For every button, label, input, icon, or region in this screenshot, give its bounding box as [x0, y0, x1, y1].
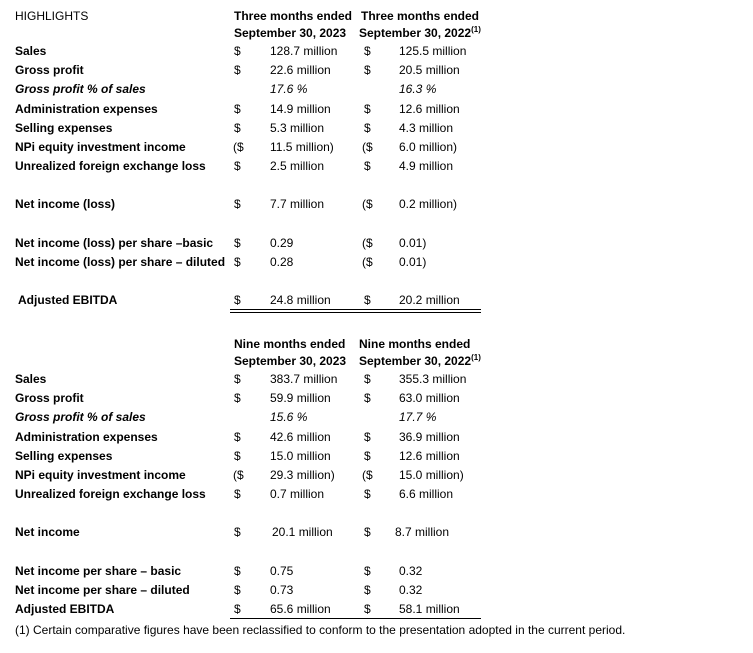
- n-selling-c2: 12.6 million: [399, 449, 460, 463]
- q-sales-c2-sym: $: [364, 44, 371, 58]
- q-npi-c2: 6.0 million): [399, 140, 458, 154]
- q-selling-c2: 4.3 million: [399, 121, 454, 135]
- n-ebitda-label: Adjusted EBITDA: [15, 602, 115, 616]
- n-selling-c1: 15.0 million: [270, 449, 331, 463]
- n-admin-c2-sym: $: [364, 430, 371, 444]
- n-net-income-c2-sym: $: [364, 525, 371, 539]
- q-ebitda-c2-sym: $: [364, 293, 371, 307]
- n-ebitda-rule: [230, 618, 481, 619]
- q-npi-c2-sym: ($: [362, 140, 373, 154]
- n-col1-header-line2: September 30, 2023: [234, 354, 347, 368]
- n-net-income-c2: 8.7 million: [395, 525, 450, 539]
- n-gross-pct-c1: 15.6 %: [270, 410, 308, 424]
- n-selling-c1-sym: $: [234, 449, 241, 463]
- q-sales-label: Sales: [15, 44, 47, 58]
- q-eps-diluted-c1: 0.28: [270, 255, 294, 269]
- n-net-income-label: Net income: [15, 525, 80, 539]
- q-fx-c1: 2.5 million: [270, 159, 325, 173]
- n-sales-label: Sales: [15, 372, 47, 386]
- q-eps-basic-c2: 0.01): [399, 236, 427, 250]
- q-gross-pct-c2: 16.3 %: [399, 82, 437, 96]
- q-selling-c2-sym: $: [364, 121, 371, 135]
- n-npi-label: NPi equity investment income: [15, 468, 186, 482]
- q-net-income-label: Net income (loss): [15, 197, 116, 211]
- q-gross-profit-c2-sym: $: [364, 63, 371, 77]
- q-col1-header-line1: Three months ended: [234, 9, 353, 23]
- n-ebitda-c1: 65.6 million: [270, 602, 331, 616]
- n-ebitda-c2-sym: $: [364, 602, 371, 616]
- q-eps-diluted-c2: 0.01): [399, 255, 427, 269]
- q-sales-c2: 125.5 million: [399, 44, 467, 58]
- q-eps-basic-c2-sym: ($: [362, 236, 373, 250]
- n-gross-profit-c2-sym: $: [364, 391, 371, 405]
- q-net-income-c1-sym: $: [234, 197, 241, 211]
- q-gross-pct-label: Gross profit % of sales: [15, 82, 146, 96]
- n-fx-c2: 6.6 million: [399, 487, 454, 501]
- n-col2-header-line1: Nine months ended: [359, 337, 471, 351]
- n-eps-diluted-label: Net income per share – diluted: [15, 583, 190, 597]
- n-eps-basic-c2-sym: $: [364, 564, 371, 578]
- n-npi-c2: 15.0 million): [399, 468, 464, 482]
- n-npi-c1: 29.3 million): [270, 468, 335, 482]
- q-eps-diluted-c2-sym: ($: [362, 255, 373, 269]
- q-fx-c2: 4.9 million: [399, 159, 454, 173]
- n-eps-diluted-c1: 0.73: [270, 583, 294, 597]
- n-sales-c2: 355.3 million: [399, 372, 467, 386]
- q-selling-c1-sym: $: [234, 121, 241, 135]
- q-admin-c1-sym: $: [234, 102, 241, 116]
- n-admin-c1-sym: $: [234, 430, 241, 444]
- q-sales-c1-sym: $: [234, 44, 241, 58]
- n-net-income-c1-sym: $: [234, 525, 241, 539]
- q-net-income-c1: 7.7 million: [270, 197, 325, 211]
- q-npi-c1-sym: ($: [233, 140, 244, 154]
- n-gross-profit-c2: 63.0 million: [399, 391, 460, 405]
- q-admin-c1: 14.9 million: [270, 102, 331, 116]
- q-fx-label: Unrealized foreign exchange loss: [15, 159, 206, 173]
- q-eps-basic-c1-sym: $: [234, 236, 241, 250]
- q-net-income-c2: 0.2 million): [399, 197, 458, 211]
- page-title: HIGHLIGHTS: [15, 9, 89, 23]
- q-ebitda-c2: 20.2 million: [399, 293, 460, 307]
- n-gross-pct-label: Gross profit % of sales: [15, 410, 146, 424]
- n-selling-c2-sym: $: [364, 449, 371, 463]
- q-npi-label: NPi equity investment income: [15, 140, 186, 154]
- footnote-marker: (1): [471, 25, 481, 34]
- n-ebitda-c2: 58.1 million: [399, 602, 460, 616]
- n-eps-basic-label: Net income per share – basic: [15, 564, 182, 578]
- n-col2-header-line2: September 30, 2022$^{(1)}$: [359, 353, 481, 368]
- q-fx-c1-sym: $: [234, 159, 241, 173]
- n-fx-c1: 0.7 million: [270, 487, 325, 501]
- q-net-income-c2-sym: ($: [362, 197, 373, 211]
- n-fx-label: Unrealized foreign exchange loss: [15, 487, 206, 501]
- q-admin-c2-sym: $: [364, 102, 371, 116]
- q-ebitda-label: Adjusted EBITDA: [18, 293, 118, 307]
- q-eps-diluted-c1-sym: $: [234, 255, 241, 269]
- footnote: (1) Certain comparative figures have been reclassified to conform to the presentation adopted in the current period.: [15, 623, 626, 637]
- n-gross-profit-c1: 59.9 million: [270, 391, 331, 405]
- q-selling-c1: 5.3 million: [270, 121, 325, 135]
- q-fx-c2-sym: $: [364, 159, 371, 173]
- q-ebitda-c1: 24.8 million: [270, 293, 331, 307]
- q-col2-header-line1: Three months ended: [361, 9, 480, 23]
- n-npi-c2-sym: ($: [362, 468, 373, 482]
- q-gross-profit-c1: 22.6 million: [270, 63, 331, 77]
- n-admin-c2: 36.9 million: [399, 430, 460, 444]
- n-eps-diluted-c2: 0.32: [399, 583, 423, 597]
- n-gross-profit-c1-sym: $: [234, 391, 241, 405]
- footnote-marker: (1): [471, 353, 481, 362]
- n-eps-basic-c2: 0.32: [399, 564, 423, 578]
- q-admin-label: Administration expenses: [15, 102, 158, 116]
- q-gross-profit-c2: 20.5 million: [399, 63, 460, 77]
- n-sales-c1: 383.7 million: [270, 372, 338, 386]
- q-col2-header-line2: September 30, 2022$^{(1)}$: [359, 25, 481, 40]
- n-fx-c1-sym: $: [234, 487, 241, 501]
- n-selling-label: Selling expenses: [15, 449, 113, 463]
- q-gross-pct-c1: 17.6 %: [270, 82, 308, 96]
- n-eps-basic-c1-sym: $: [234, 564, 241, 578]
- q-gross-profit-c1-sym: $: [234, 63, 241, 77]
- n-admin-c1: 42.6 million: [270, 430, 331, 444]
- n-sales-c2-sym: $: [364, 372, 371, 386]
- n-admin-label: Administration expenses: [15, 430, 158, 444]
- q-selling-label: Selling expenses: [15, 121, 113, 135]
- n-gross-profit-label: Gross profit: [15, 391, 84, 405]
- q-ebitda-double-rule-top: [230, 309, 481, 310]
- n-eps-diluted-c1-sym: $: [234, 583, 241, 597]
- n-eps-diluted-c2-sym: $: [364, 583, 371, 597]
- n-ebitda-c1-sym: $: [234, 602, 241, 616]
- q-sales-c1: 128.7 million: [270, 44, 338, 58]
- n-gross-pct-c2: 17.7 %: [399, 410, 437, 424]
- n-npi-c1-sym: ($: [233, 468, 244, 482]
- q-ebitda-double-rule-bottom: [230, 312, 481, 313]
- n-eps-basic-c1: 0.75: [270, 564, 294, 578]
- q-gross-profit-label: Gross profit: [15, 63, 84, 77]
- q-col1-header-line2: September 30, 2023: [234, 26, 347, 40]
- n-sales-c1-sym: $: [234, 372, 241, 386]
- q-eps-basic-label: Net income (loss) per share –basic: [15, 236, 214, 250]
- q-eps-diluted-label: Net income (loss) per share – diluted: [15, 255, 226, 269]
- q-ebitda-c1-sym: $: [234, 293, 241, 307]
- q-npi-c1: 11.5 million): [270, 140, 334, 154]
- q-eps-basic-c1: 0.29: [270, 236, 294, 250]
- n-net-income-c1: 20.1 million: [272, 525, 333, 539]
- n-fx-c2-sym: $: [364, 487, 371, 501]
- q-admin-c2: 12.6 million: [399, 102, 460, 116]
- n-col1-header-line1: Nine months ended: [234, 337, 346, 351]
